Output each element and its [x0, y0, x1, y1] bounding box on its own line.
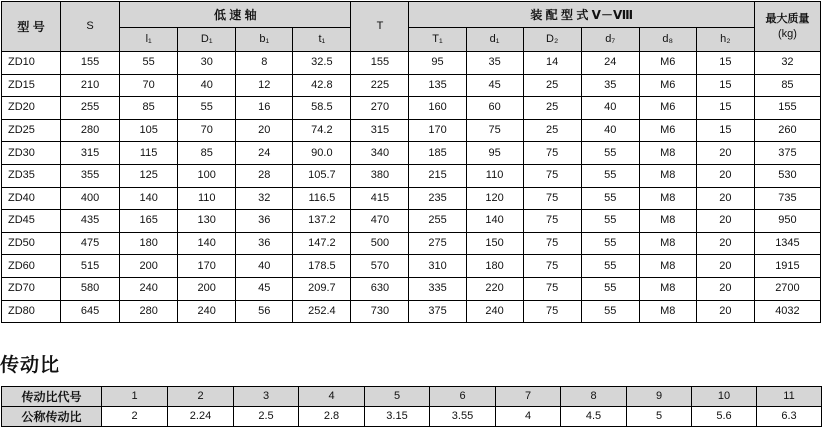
table-cell: 515	[61, 255, 120, 278]
table-cell: 70	[120, 74, 178, 97]
table-cell: 15	[696, 119, 754, 142]
table-cell: 255	[409, 210, 466, 233]
table-cell: M8	[639, 232, 696, 255]
table-cell: 40	[178, 74, 236, 97]
header-d2: D₂	[523, 28, 581, 52]
table-cell: 240	[120, 277, 178, 300]
table-cell: 20	[696, 187, 754, 210]
table-cell: 55	[581, 164, 639, 187]
header-d1-assembly: d₁	[466, 28, 523, 52]
table-cell: 470	[351, 210, 409, 233]
table-cell: 75	[466, 119, 523, 142]
table-cell: 235	[409, 187, 466, 210]
table-cell: 275	[409, 232, 466, 255]
ratio-nominal-cell: 2.24	[168, 407, 234, 427]
table-cell: 110	[178, 187, 236, 210]
table-cell: 36	[236, 232, 293, 255]
table-cell: 45	[466, 74, 523, 97]
header-assembly-type: 装 配 型 式 Ⅴ－Ⅷ	[409, 2, 754, 28]
table-cell: 32	[236, 187, 293, 210]
table-cell: 20	[696, 255, 754, 278]
table-cell: 40	[236, 255, 293, 278]
table-cell: 85	[120, 97, 178, 120]
header-d7: d₇	[581, 28, 639, 52]
model-cell: ZD10	[2, 52, 61, 75]
table-cell: 25	[523, 119, 581, 142]
ratio-code-label: 传动比代号	[2, 387, 102, 407]
table-cell: 75	[523, 232, 581, 255]
table-cell: 28	[236, 164, 293, 187]
model-cell: ZD25	[2, 119, 61, 142]
table-cell: 280	[61, 119, 120, 142]
table-cell: 35	[581, 74, 639, 97]
table-row	[2, 142, 821, 165]
table-cell: 4032	[754, 300, 820, 323]
ratio-code-cell: 6	[430, 387, 496, 407]
ratio-code-row	[2, 387, 822, 407]
table-cell: 15	[696, 74, 754, 97]
table-cell: 20	[696, 164, 754, 187]
table-cell: 125	[120, 164, 178, 187]
table-cell: 55	[581, 300, 639, 323]
table-row	[2, 255, 821, 278]
table-cell: 95	[466, 142, 523, 165]
header-t1-assembly: T₁	[409, 28, 466, 52]
ratio-code-cell: 4	[299, 387, 365, 407]
table-cell: 147.2	[293, 232, 351, 255]
table-cell: M8	[639, 210, 696, 233]
table-cell: 260	[754, 119, 820, 142]
ratio-nominal-label: 公称传动比	[2, 407, 102, 427]
table-cell: 20	[696, 210, 754, 233]
table-cell: 75	[523, 164, 581, 187]
table-cell: 75	[523, 277, 581, 300]
ratio-nominal-cell: 6.3	[757, 407, 822, 427]
table-cell: 42.8	[293, 74, 351, 97]
table-cell: 215	[409, 164, 466, 187]
table-cell: 209.7	[293, 277, 351, 300]
table-cell: 35	[466, 52, 523, 75]
table-cell: 40	[581, 119, 639, 142]
table-cell: 105	[120, 119, 178, 142]
table-cell: 85	[178, 142, 236, 165]
table-cell: 178.5	[293, 255, 351, 278]
table-cell: 24	[236, 142, 293, 165]
table-cell: 180	[120, 232, 178, 255]
table-cell: 165	[120, 210, 178, 233]
table-cell: M8	[639, 255, 696, 278]
table-cell: 45	[236, 277, 293, 300]
table-cell: 1915	[754, 255, 820, 278]
table-cell: 115	[120, 142, 178, 165]
header-max-mass-unit: (kg)	[777, 27, 797, 40]
table-cell: 36	[236, 210, 293, 233]
header-max-mass	[754, 2, 820, 52]
table-cell: 255	[61, 97, 120, 120]
table-cell: 16	[236, 97, 293, 120]
table-cell: 75	[523, 142, 581, 165]
table-cell: 315	[61, 142, 120, 165]
table-cell: 1345	[754, 232, 820, 255]
ratio-code-cell: 7	[496, 387, 561, 407]
table-cell: 90.0	[293, 142, 351, 165]
table-cell: 24	[581, 52, 639, 75]
header-s: S	[61, 2, 120, 52]
table-cell: 20	[696, 300, 754, 323]
ratio-nominal-cell: 2.8	[299, 407, 365, 427]
table-cell: 70	[178, 119, 236, 142]
table-cell: 435	[61, 210, 120, 233]
table-cell: 380	[351, 164, 409, 187]
table-cell: 280	[120, 300, 178, 323]
model-cell: ZD50	[2, 232, 61, 255]
table-cell: 20	[696, 232, 754, 255]
table-cell: 170	[178, 255, 236, 278]
table-cell: 20	[236, 119, 293, 142]
table-cell: 355	[61, 164, 120, 187]
table-cell: M8	[639, 187, 696, 210]
table-cell: 130	[178, 210, 236, 233]
table-cell: 415	[351, 187, 409, 210]
ratio-code-cell: 11	[757, 387, 822, 407]
table-cell: 105.7	[293, 164, 351, 187]
table-cell: M6	[639, 119, 696, 142]
table-cell: M8	[639, 164, 696, 187]
table-cell: 155	[754, 97, 820, 120]
table-cell: 155	[61, 52, 120, 75]
table-cell: 32	[754, 52, 820, 75]
table-row	[2, 277, 821, 300]
table-cell: 55	[178, 97, 236, 120]
table-cell: 170	[409, 119, 466, 142]
table-cell: 310	[409, 255, 466, 278]
table-cell: 220	[466, 277, 523, 300]
table-cell: 150	[466, 232, 523, 255]
table-cell: 140	[466, 210, 523, 233]
ratio-code-cell: 9	[627, 387, 692, 407]
table-cell: 630	[351, 277, 409, 300]
ratio-nominal-cell: 4.5	[561, 407, 627, 427]
table-cell: 55	[581, 255, 639, 278]
table-cell: 55	[581, 187, 639, 210]
ratio-code-cell: 3	[234, 387, 299, 407]
header-d1-shaft: D₁	[178, 28, 236, 52]
table-cell: 315	[351, 119, 409, 142]
table-cell: 25	[523, 74, 581, 97]
model-cell: ZD45	[2, 210, 61, 233]
table-cell: 210	[61, 74, 120, 97]
table-cell: 735	[754, 187, 820, 210]
table-cell: 335	[409, 277, 466, 300]
table-cell: 95	[409, 52, 466, 75]
table-cell: 55	[581, 210, 639, 233]
header-d8: d₈	[639, 28, 696, 52]
table-cell: 55	[581, 142, 639, 165]
table-cell: 270	[351, 97, 409, 120]
table-cell: 375	[754, 142, 820, 165]
table-cell: 8	[236, 52, 293, 75]
table-cell: 240	[466, 300, 523, 323]
table-row	[2, 210, 821, 233]
ratio-code-cell: 2	[168, 387, 234, 407]
section-title-ratio: 传动比	[0, 354, 61, 376]
model-cell: ZD20	[2, 97, 61, 120]
table-cell: 135	[409, 74, 466, 97]
table-cell: 185	[409, 142, 466, 165]
table-cell: M8	[639, 300, 696, 323]
ratio-nominal-cell: 5	[627, 407, 692, 427]
table-cell: 32.5	[293, 52, 351, 75]
table-cell: 75	[523, 300, 581, 323]
table-cell: 240	[178, 300, 236, 323]
table-cell: 15	[696, 97, 754, 120]
table-row	[2, 232, 821, 255]
table-cell: 110	[466, 164, 523, 187]
table-cell: 375	[409, 300, 466, 323]
table-row	[2, 164, 821, 187]
table-cell: 55	[581, 277, 639, 300]
table-cell: 475	[61, 232, 120, 255]
header-t: T	[351, 2, 409, 52]
table-row	[2, 119, 821, 142]
table-cell: 137.2	[293, 210, 351, 233]
table-cell: M6	[639, 52, 696, 75]
ratio-code-cell: 8	[561, 387, 627, 407]
table-cell: 85	[754, 74, 820, 97]
table-cell: 570	[351, 255, 409, 278]
table-cell: 160	[409, 97, 466, 120]
table-cell: 75	[523, 187, 581, 210]
table-cell: 252.4	[293, 300, 351, 323]
table-cell: 40	[581, 97, 639, 120]
ratio-nominal-cell: 3.15	[365, 407, 430, 427]
header-max-mass-label: 最大质量	[765, 12, 810, 25]
table-cell: 340	[351, 142, 409, 165]
table-cell: 120	[466, 187, 523, 210]
table-cell: 55	[120, 52, 178, 75]
table-cell: 200	[178, 277, 236, 300]
table-cell: 400	[61, 187, 120, 210]
table-cell: 530	[754, 164, 820, 187]
table-cell: 55	[581, 232, 639, 255]
model-cell: ZD40	[2, 187, 61, 210]
ratio-nominal-cell: 5.6	[692, 407, 757, 427]
table-cell: 100	[178, 164, 236, 187]
table-cell: 20	[696, 277, 754, 300]
model-cell: ZD35	[2, 164, 61, 187]
header-h2: h₂	[696, 28, 754, 52]
table-cell: 645	[61, 300, 120, 323]
ratio-code-cell: 5	[365, 387, 430, 407]
table-cell: 580	[61, 277, 120, 300]
ratio-nominal-cell: 2.5	[234, 407, 299, 427]
table-cell: 75	[523, 255, 581, 278]
table-cell: 500	[351, 232, 409, 255]
table-cell: M6	[639, 74, 696, 97]
table-cell: 180	[466, 255, 523, 278]
table-cell: 20	[696, 142, 754, 165]
table-cell: 950	[754, 210, 820, 233]
table-cell: 30	[178, 52, 236, 75]
table-cell: 74.2	[293, 119, 351, 142]
header-model: 型 号	[2, 2, 61, 52]
table-row	[2, 97, 821, 120]
model-cell: ZD15	[2, 74, 61, 97]
table-row	[2, 300, 821, 323]
table-cell: 2700	[754, 277, 820, 300]
table-cell: 225	[351, 74, 409, 97]
header-b1: b₁	[236, 28, 293, 52]
table-cell: 200	[120, 255, 178, 278]
table-cell: 116.5	[293, 187, 351, 210]
model-cell: ZD80	[2, 300, 61, 323]
table-cell: 15	[696, 52, 754, 75]
model-cell: ZD30	[2, 142, 61, 165]
table-cell: 14	[523, 52, 581, 75]
ratio-code-cell: 1	[102, 387, 168, 407]
table-cell: 12	[236, 74, 293, 97]
dimension-table	[1, 1, 821, 323]
table-cell: 155	[351, 52, 409, 75]
table-cell: M6	[639, 97, 696, 120]
model-cell: ZD70	[2, 277, 61, 300]
table-cell: M8	[639, 142, 696, 165]
header-l1: l₁	[120, 28, 178, 52]
table-row	[2, 52, 821, 75]
ratio-table	[1, 386, 822, 427]
model-cell: ZD60	[2, 255, 61, 278]
ratio-nominal-cell: 3.55	[430, 407, 496, 427]
ratio-nominal-cell: 4	[496, 407, 561, 427]
ratio-nominal-cell: 2	[102, 407, 168, 427]
table-cell: 140	[120, 187, 178, 210]
table-cell: 58.5	[293, 97, 351, 120]
header-low-speed-shaft: 低 速 轴	[120, 2, 351, 28]
table-cell: 60	[466, 97, 523, 120]
table-row	[2, 187, 821, 210]
table-cell: 56	[236, 300, 293, 323]
table-cell: 75	[523, 210, 581, 233]
ratio-nominal-row	[2, 407, 822, 427]
table-cell: 25	[523, 97, 581, 120]
table-cell: 730	[351, 300, 409, 323]
table-cell: M8	[639, 277, 696, 300]
table-cell: 140	[178, 232, 236, 255]
header-t1-shaft: t₁	[293, 28, 351, 52]
ratio-code-cell: 10	[692, 387, 757, 407]
table-row	[2, 74, 821, 97]
